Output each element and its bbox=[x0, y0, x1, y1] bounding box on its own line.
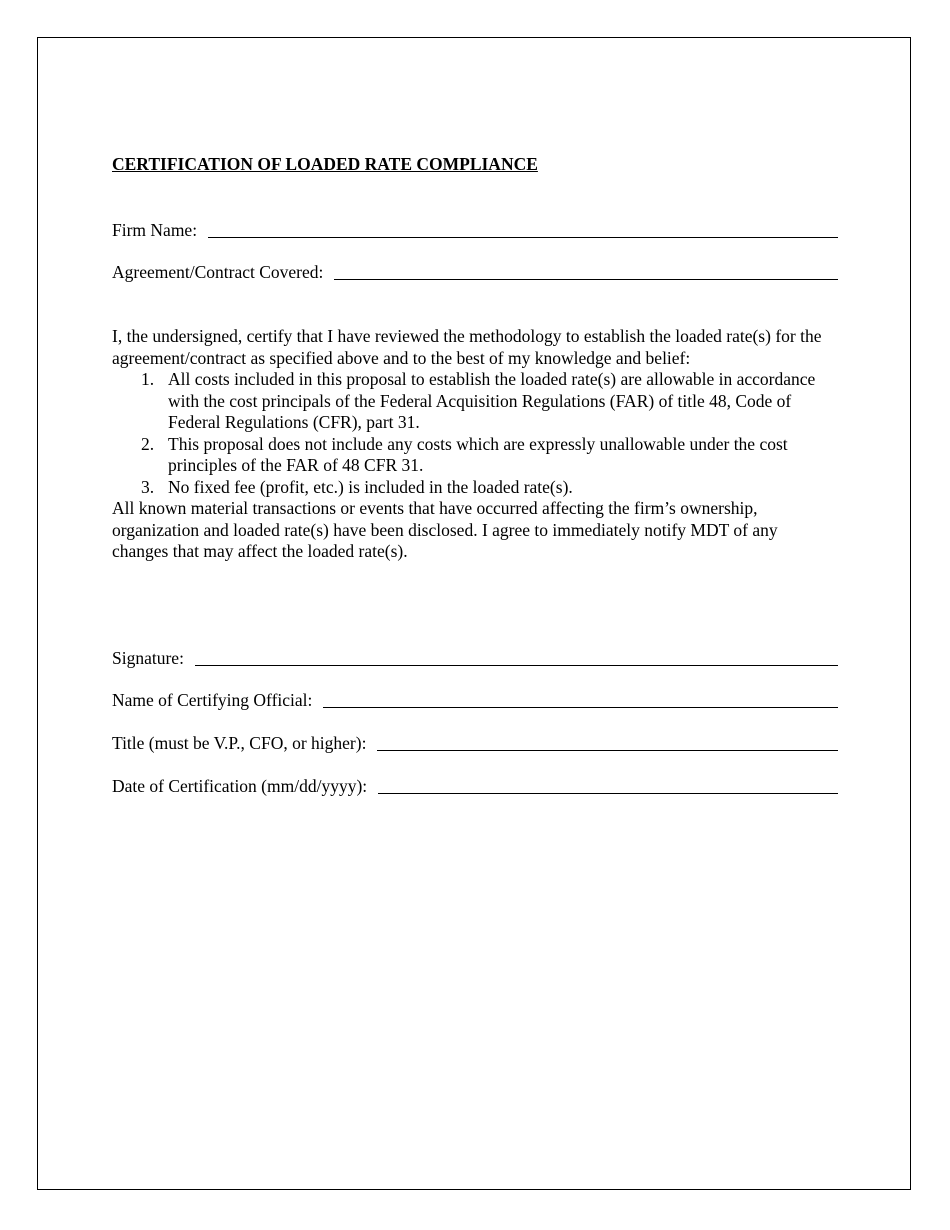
official-title-label: Title (must be V.P., CFO, or higher): bbox=[112, 733, 367, 753]
certification-date-label: Date of Certification (mm/dd/yyyy): bbox=[112, 776, 368, 796]
agreement-contract-label: Agreement/Contract Covered: bbox=[112, 262, 324, 282]
list-item-text: All costs included in this proposal to establish the loaded rate(s) are allowable in accordance with the cost principals of the Federal Acquisition Regulations (FAR) of title 48, Code of Federal Regulations (CFR), part 31. bbox=[168, 369, 816, 432]
certification-date-input-line[interactable] bbox=[378, 793, 838, 794]
page-border bbox=[37, 37, 911, 1190]
list-item bbox=[112, 434, 838, 477]
certifying-official-label: Name of Certifying Official: bbox=[112, 690, 313, 710]
closing-paragraph: All known material transactions or events that have occurred affecting the firm’s ownership, organization and loaded rate(s) have been disclosed. I agree to immediately notify MDT of any changes that may affect the loaded rate(s). bbox=[112, 498, 778, 561]
firm-name-field[interactable] bbox=[112, 219, 838, 241]
official-title-field[interactable] bbox=[112, 732, 838, 754]
certification-statement bbox=[112, 326, 838, 563]
official-title-input-line[interactable] bbox=[377, 750, 838, 751]
certification-date-field[interactable] bbox=[112, 775, 838, 797]
agreement-contract-field[interactable] bbox=[112, 261, 838, 283]
signature-label: Signature: bbox=[112, 648, 184, 668]
certifying-official-input-line[interactable] bbox=[323, 707, 838, 708]
signature-field[interactable] bbox=[112, 647, 838, 669]
firm-name-label: Firm Name: bbox=[112, 220, 198, 240]
list-item bbox=[112, 477, 838, 499]
signature-input-line[interactable] bbox=[195, 665, 838, 666]
agreement-contract-input-line[interactable] bbox=[334, 279, 838, 280]
list-item-number: 1. bbox=[141, 369, 155, 389]
certifying-official-field[interactable] bbox=[112, 689, 838, 711]
list-item-number: 2. bbox=[141, 433, 155, 454]
list-item-text: No fixed fee (profit, etc.) is included in the loaded rate(s). bbox=[168, 476, 573, 497]
list-item bbox=[112, 369, 838, 434]
intro-paragraph: I, the undersigned, certify that I have reviewed the methodology to establish the loaded rate(s) for the agreement/contract as specified above and to the best of my knowledge and belief: bbox=[112, 326, 822, 368]
list-item-text: This proposal does not include any costs which are expressly unallowable under the cost principles of the FAR of 48 CFR 31. bbox=[168, 433, 788, 475]
firm-name-input-line[interactable] bbox=[208, 237, 838, 238]
certification-list bbox=[112, 369, 838, 498]
document-title: CERTIFICATION OF LOADED RATE COMPLIANCE bbox=[112, 154, 538, 174]
list-item-number: 3. bbox=[141, 476, 155, 497]
